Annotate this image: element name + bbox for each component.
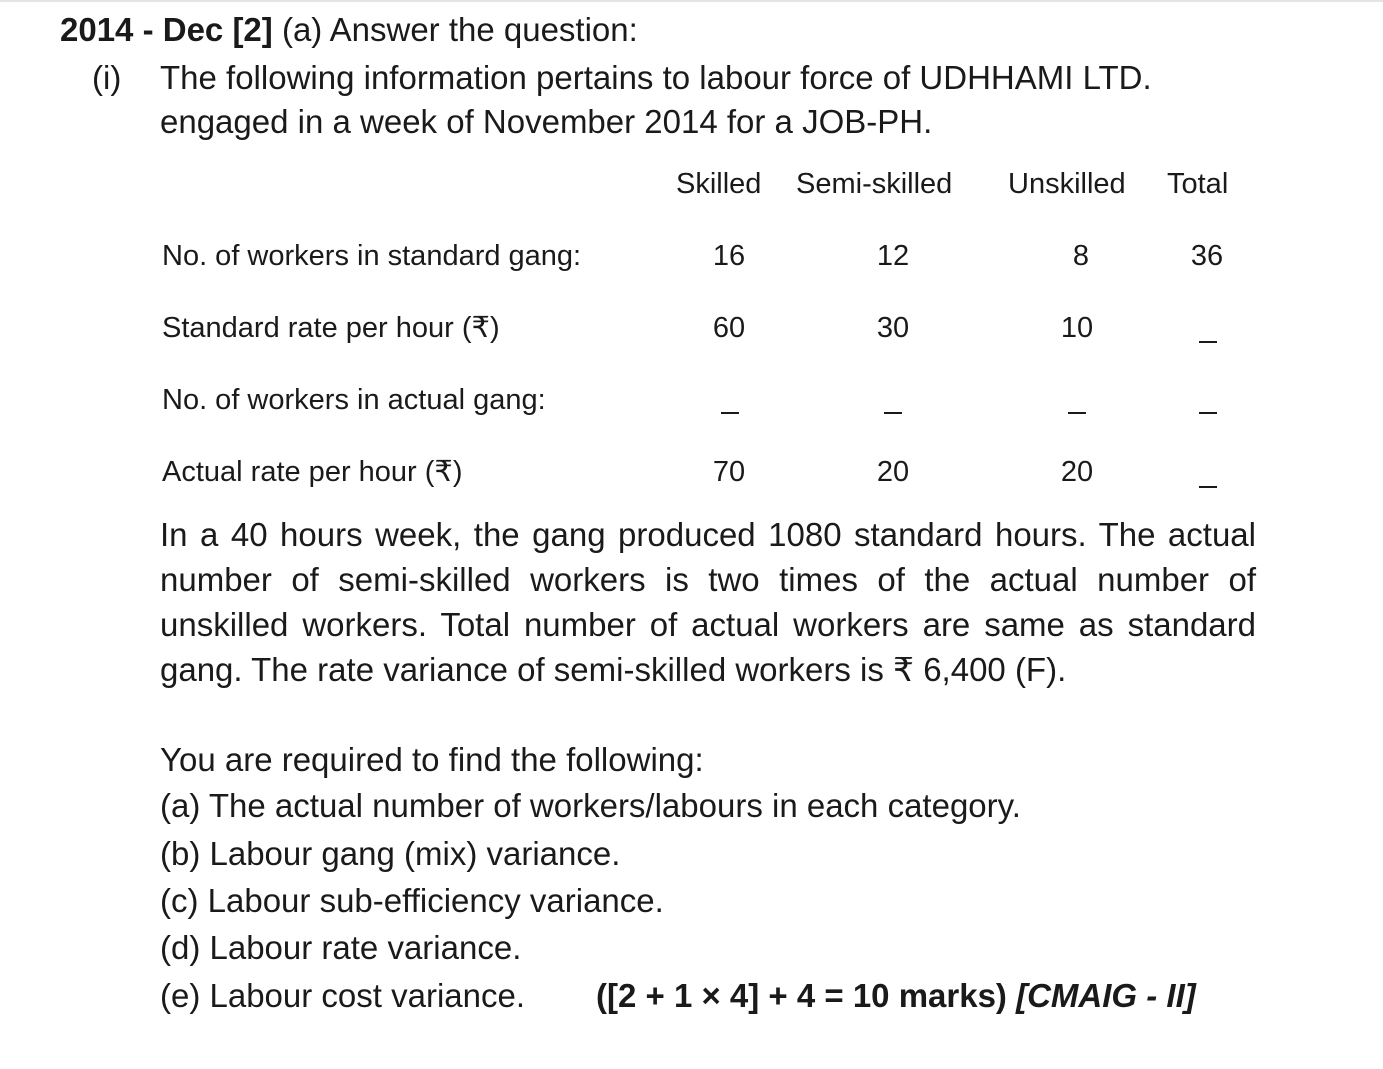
cell-actual-workers-total bbox=[1199, 412, 1217, 414]
col-header-skilled: Skilled bbox=[676, 168, 762, 200]
row-label-actual-rate: Actual rate per hour (₹) bbox=[162, 456, 463, 488]
intro-line-2: engaged in a week of November 2014 for a JOB-PH. bbox=[160, 103, 933, 140]
exam-source: [CMAIG - II] bbox=[1016, 977, 1196, 1014]
cell-standard-workers-semi-skilled: 12 bbox=[876, 240, 910, 272]
row-label-standard-rate: Standard rate per hour (₹) bbox=[162, 312, 500, 344]
col-header-total: Total bbox=[1167, 168, 1229, 200]
question-heading bbox=[60, 8, 638, 52]
heading-instruction: (a) Answer the question: bbox=[272, 11, 638, 48]
cell-actual-workers-semi-skilled bbox=[884, 412, 902, 414]
cell-actual-workers-skilled bbox=[721, 412, 739, 414]
row-label-standard-workers: No. of workers in standard gang: bbox=[162, 240, 582, 272]
cell-actual-rate-skilled: 70 bbox=[712, 456, 746, 488]
question-number: (i) bbox=[92, 59, 122, 96]
row-label-actual-workers: No. of workers in actual gang: bbox=[162, 384, 546, 416]
requirements-intro: You are required to find the following: bbox=[160, 741, 704, 778]
col-header-semi-skilled: Semi-skilled bbox=[796, 168, 953, 200]
cell-standard-rate-semi-skilled: 30 bbox=[876, 312, 910, 344]
marks-allocation bbox=[596, 973, 1196, 1019]
cell-standard-workers-total: 36 bbox=[1190, 240, 1224, 272]
col-header-unskilled: Unskilled bbox=[1008, 168, 1126, 200]
requirement-a: (a) The actual number of workers/labours in each category. bbox=[160, 787, 1021, 824]
question-intro bbox=[160, 56, 1260, 144]
top-border bbox=[0, 0, 1383, 2]
cell-standard-workers-skilled: 16 bbox=[712, 240, 746, 272]
cell-actual-rate-total bbox=[1199, 486, 1217, 488]
requirement-d: (d) Labour rate variance. bbox=[160, 929, 522, 966]
cell-actual-rate-unskilled: 20 bbox=[1060, 456, 1094, 488]
marks-text: ([2 + 1 × 4] + 4 = 10 marks) bbox=[596, 977, 1007, 1014]
requirement-e: (e) Labour cost variance. bbox=[160, 977, 526, 1014]
cell-standard-rate-unskilled: 10 bbox=[1060, 312, 1094, 344]
intro-line-1: The following information pertains to labour force of UDHHAMI LTD. bbox=[160, 59, 1152, 96]
problem-paragraph: In a 40 hours week, the gang produced 1080 standard hours. The actual number of semi-skilled workers is two times of the actual number of unskilled workers. Total number of actual workers are same as standard gang. The rate variance of semi-skilled workers is ₹ 6,400 (F). bbox=[160, 516, 1256, 688]
cell-standard-rate-total bbox=[1199, 341, 1217, 343]
cell-actual-rate-semi-skilled: 20 bbox=[876, 456, 910, 488]
cell-standard-rate-skilled: 60 bbox=[712, 312, 746, 344]
requirement-c: (c) Labour sub-efficiency variance. bbox=[160, 882, 664, 919]
cell-standard-workers-unskilled: 8 bbox=[1072, 240, 1090, 272]
exam-session: 2014 - Dec [2] bbox=[60, 11, 273, 48]
cell-actual-workers-unskilled bbox=[1068, 412, 1086, 414]
requirement-b: (b) Labour gang (mix) variance. bbox=[160, 835, 621, 872]
